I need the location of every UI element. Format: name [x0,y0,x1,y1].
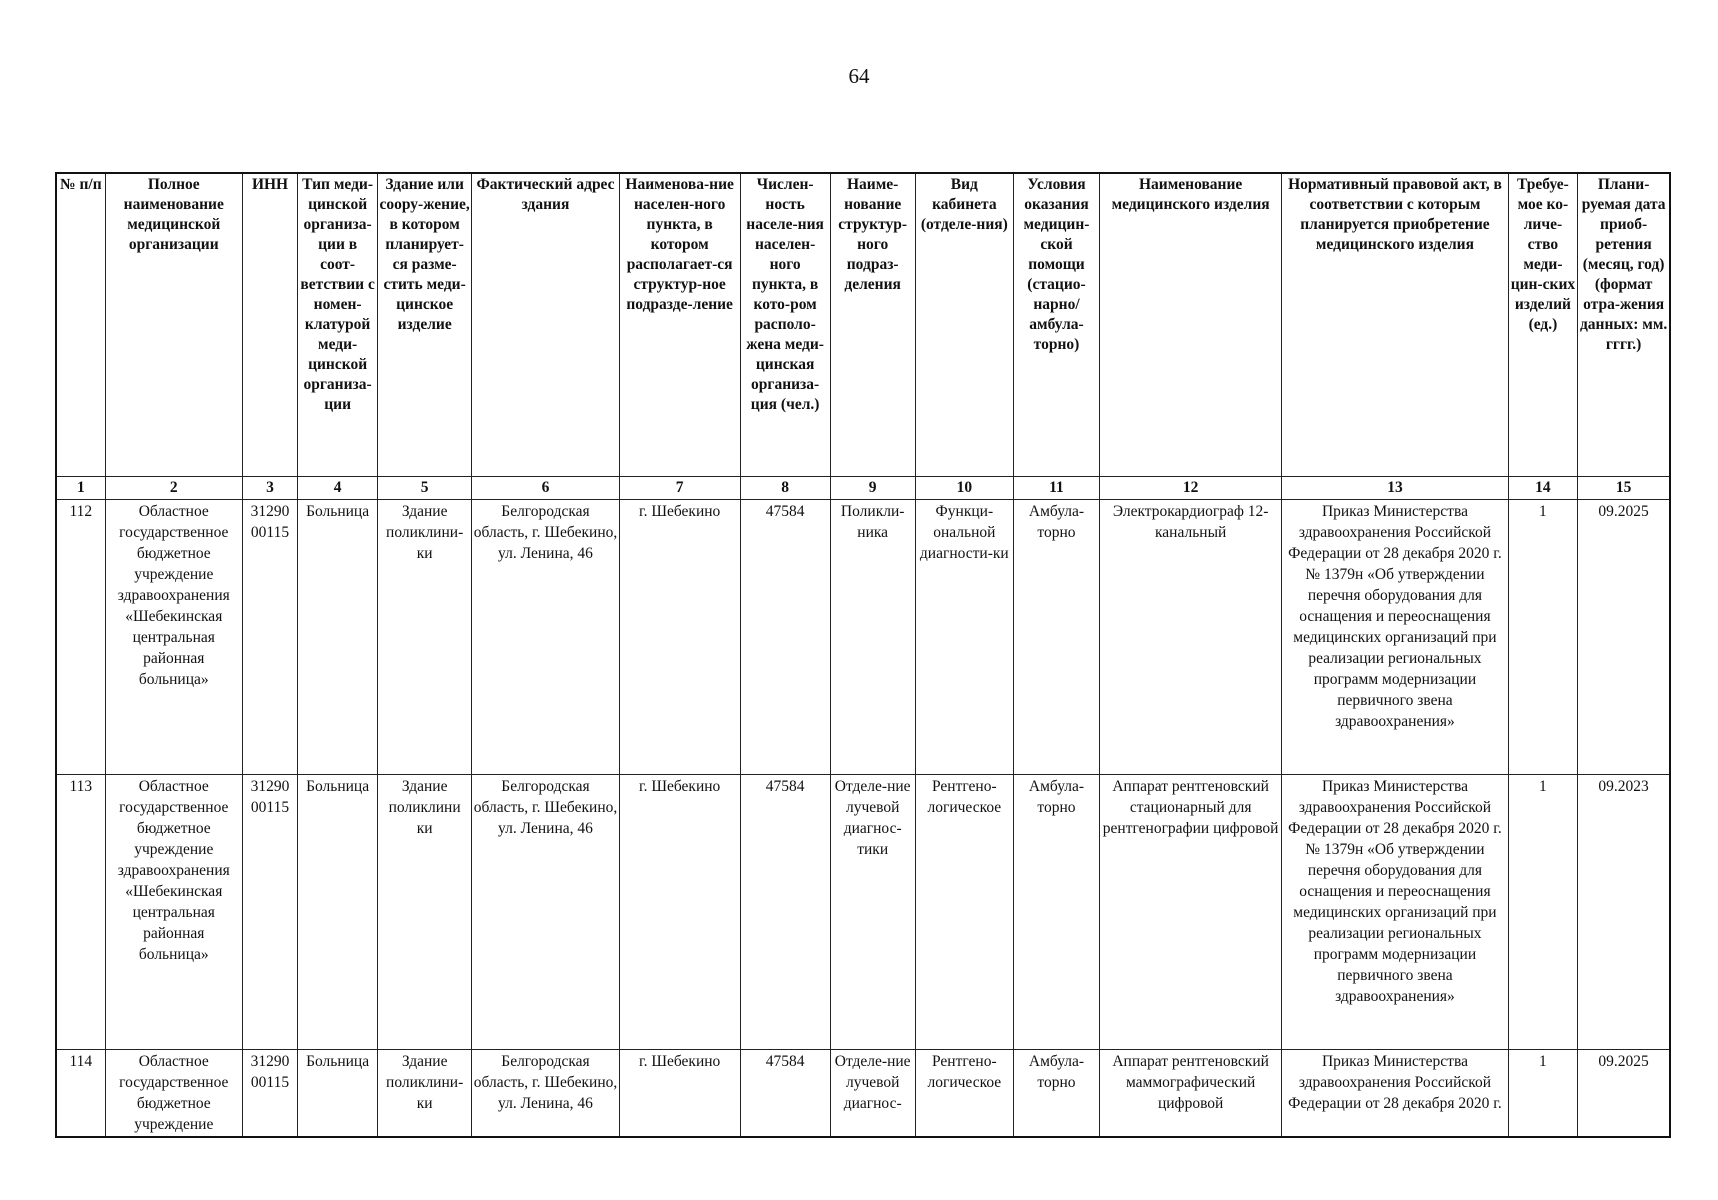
col-number-12: 12 [1100,476,1282,499]
col-header-15: Плани-руемая дата приоб-ретения (месяц, год) (формат отра-жения данных: мм. гггг.) [1578,173,1670,476]
cell-cabinet: Рентгено-логическое [915,1049,1013,1137]
col-number-13: 13 [1282,476,1508,499]
cell-date: 09.2025 [1578,499,1670,774]
cell-conditions: Амбула-торно [1013,1049,1099,1137]
cell-org-type: Больница [298,774,378,1049]
cell-device: Аппарат рентгеновский стационарный для рентгенографии цифровой [1100,774,1282,1049]
cell-date: 09.2025 [1578,1049,1670,1137]
cell-cabinet: Рентгено-логическое [915,774,1013,1049]
cell-locality: г. Шебекино [619,1049,740,1137]
cell-building: Здание поликлини ки [378,774,472,1049]
col-header-1: № п/п [56,173,105,476]
cell-population: 47584 [740,1049,830,1137]
col-header-6: Фактический адрес здания [472,173,619,476]
header-row [56,173,1670,476]
cell-conditions: Амбула-торно [1013,774,1099,1049]
col-header-11: Условия оказания медицин-ской помощи (стацио-нарно/ амбула-торно) [1013,173,1099,476]
cell-organization: Областное государственное бюджетное учреждение здравоохранения «Шебекинская центральная районная больница» [105,774,242,1049]
cell-unit: Отделе-ние лучевой диагнос- [830,1049,915,1137]
cell-device: Аппарат рентгеновский маммографический цифровой [1100,1049,1282,1137]
col-number-14: 14 [1508,476,1578,499]
cell-conditions: Амбула-торно [1013,499,1099,774]
col-header-4: Тип меди-цинской организа-ции в соот-ветствии с номен-клатурой меди-цинской организа-ции [298,173,378,476]
cell-address: Белгородская область, г. Шебекино, ул. Ленина, 46 [472,774,619,1049]
col-header-14: Требуе-мое ко-личе-ство меди-цин-ских изделий (ед.) [1508,173,1578,476]
col-header-5: Здание или соору-жение, в котором планирует-ся разме-стить меди-цинское изделие [378,173,472,476]
table-row [56,774,1670,1049]
cell-legal-act: Приказ Министерства здравоохранения Российской Федерации от 28 декабря 2020 г. [1282,1049,1508,1137]
cell-quantity: 1 [1508,774,1578,1049]
cell-cabinet: Функци-ональной диагности-ки [915,499,1013,774]
cell-org-type: Больница [298,499,378,774]
cell-org-type: Больница [298,1049,378,1137]
col-header-10: Вид кабинета (отделе-ния) [915,173,1013,476]
col-number-2: 2 [105,476,242,499]
cell-quantity: 1 [1508,499,1578,774]
cell-population: 47584 [740,499,830,774]
col-header-3: ИНН [242,173,297,476]
cell-legal-act: Приказ Министерства здравоохранения Российской Федерации от 28 декабря 2020 г. № 1379н «Об утверждении перечня оборудования для оснащения и переоснащения медицинских организаций при реализации региональных программ модернизации первичного звена здравоохранения» [1282,774,1508,1049]
col-number-11: 11 [1013,476,1099,499]
col-header-2: Полное наименование медицинской организации [105,173,242,476]
cell-address: Белгородская область, г. Шебекино, ул. Ленина, 46 [472,499,619,774]
cell-unit: Отделе-ние лучевой диагнос-тики [830,774,915,1049]
col-number-5: 5 [378,476,472,499]
equipment-table [55,172,1671,1138]
col-header-12: Наименование медицинского изделия [1100,173,1282,476]
cell-device: Электрокардиограф 12-канальный [1100,499,1282,774]
cell-quantity: 1 [1508,1049,1578,1137]
col-header-8: Числен-ность населе-ния населен-ного пункта, в кото-ром располо-жена меди-цинская организа-ция (чел.) [740,173,830,476]
col-number-4: 4 [298,476,378,499]
cell-unit: Поликли-ника [830,499,915,774]
col-number-15: 15 [1578,476,1670,499]
cell-locality: г. Шебекино [619,774,740,1049]
table-row [56,1049,1670,1137]
cell-organization: Областное государственное бюджетное учреждение здравоохранения «Шебекинская центральная районная больница» [105,499,242,774]
column-number-row [56,476,1670,499]
cell-inn: 31290 00115 [242,499,297,774]
col-number-8: 8 [740,476,830,499]
cell-inn: 31290 00115 [242,1049,297,1137]
table-row [56,499,1670,774]
col-header-13: Нормативный правовой акт, в соответствии с которым планируется приобретение медицинского изделия [1282,173,1508,476]
cell-number: 112 [56,499,105,774]
col-number-1: 1 [56,476,105,499]
cell-locality: г. Шебекино [619,499,740,774]
col-header-9: Наиме-нование структур-ного подраз-деления [830,173,915,476]
cell-building: Здание поликлини-ки [378,499,472,774]
cell-date: 09.2023 [1578,774,1670,1049]
cell-organization: Областное государственное бюджетное учреждение [105,1049,242,1137]
cell-address: Белгородская область, г. Шебекино, ул. Ленина, 46 [472,1049,619,1137]
cell-number: 114 [56,1049,105,1137]
col-number-9: 9 [830,476,915,499]
cell-inn: 31290 00115 [242,774,297,1049]
col-number-7: 7 [619,476,740,499]
page-number: 64 [848,64,870,88]
col-number-10: 10 [915,476,1013,499]
col-number-3: 3 [242,476,297,499]
cell-population: 47584 [740,774,830,1049]
cell-legal-act: Приказ Министерства здравоохранения Российской Федерации от 28 декабря 2020 г. № 1379н «Об утверждении перечня оборудования для оснащения и переоснащения медицинских организаций при реализации региональных программ модернизации первичного звена здравоохранения» [1282,499,1508,774]
col-number-6: 6 [472,476,619,499]
col-header-7: Наименова-ние населен-ного пункта, в котором располагает-ся структур-ное подразде-ление [619,173,740,476]
cell-number: 113 [56,774,105,1049]
cell-building: Здание поликлини-ки [378,1049,472,1137]
